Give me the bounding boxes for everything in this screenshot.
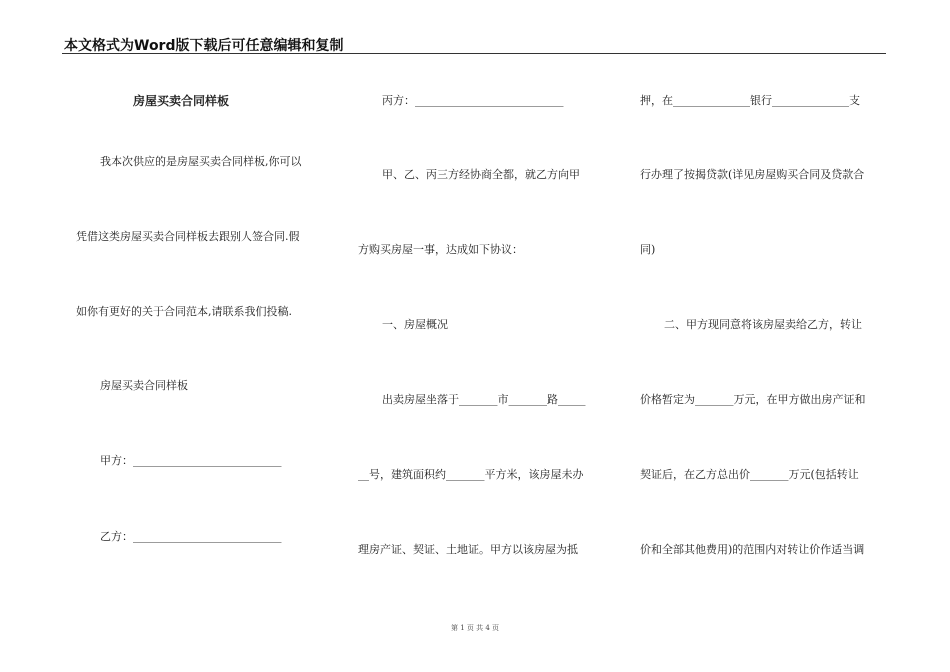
document-title: 房屋买卖合同样板 [133, 94, 230, 108]
mortgage-line-2: 行办理了按揭贷款(详见房屋购买合同及贷款合 [640, 168, 865, 181]
contract-subtitle: 房屋买卖合同样板 [100, 379, 188, 392]
header-rule [62, 53, 886, 54]
mortgage-line-1: 押，在______________银行______________支 [640, 94, 860, 107]
party-b-line: 乙方：___________________________ [100, 530, 282, 543]
intro-line-3: 如你有更好的关于合同范本,请联系我们投稿. [76, 305, 292, 318]
sale-clause-line-3: 契证后，在乙方总出价_______万元(包括转让 [640, 468, 859, 481]
agreement-line-1: 甲、乙、丙三方经协商全都，就乙方向甲 [382, 168, 580, 181]
sale-clause-line-2: 价格暂定为_______万元，在甲方做出房产证和 [640, 393, 866, 406]
property-line-1: 出卖房屋坐落于_______市_______路_____ [382, 393, 586, 406]
party-a-line: 甲方：___________________________ [100, 454, 282, 467]
party-c-line: 丙方：___________________________ [382, 94, 564, 107]
sale-clause-line-4: 价和全部其他费用)的范围内对转让价作适当调 [640, 543, 865, 556]
sale-clause-line-1: 二、甲方现同意将该房屋卖给乙方，转让 [664, 318, 862, 331]
property-line-2: __号，建筑面积约_______平方米，该房屋未办 [358, 468, 584, 481]
mortgage-line-3: 同) [640, 243, 656, 256]
intro-line-2: 凭借这类房屋买卖合同样板去跟别人签合同.假 [76, 230, 300, 243]
section-heading-property: 一、房屋概况 [382, 318, 448, 331]
intro-line-1: 我本次供应的是房屋买卖合同样板,你可以 [100, 155, 302, 168]
page-number: 第 1 页 共 4 页 [450, 624, 500, 632]
document-header: 本文格式为Word版下载后可任意编辑和复制 [64, 38, 344, 54]
property-line-3: 理房产证、契证、土地证。甲方以该房屋为抵 [358, 543, 578, 556]
agreement-line-2: 方购买房屋一事，达成如下协议： [358, 243, 523, 256]
